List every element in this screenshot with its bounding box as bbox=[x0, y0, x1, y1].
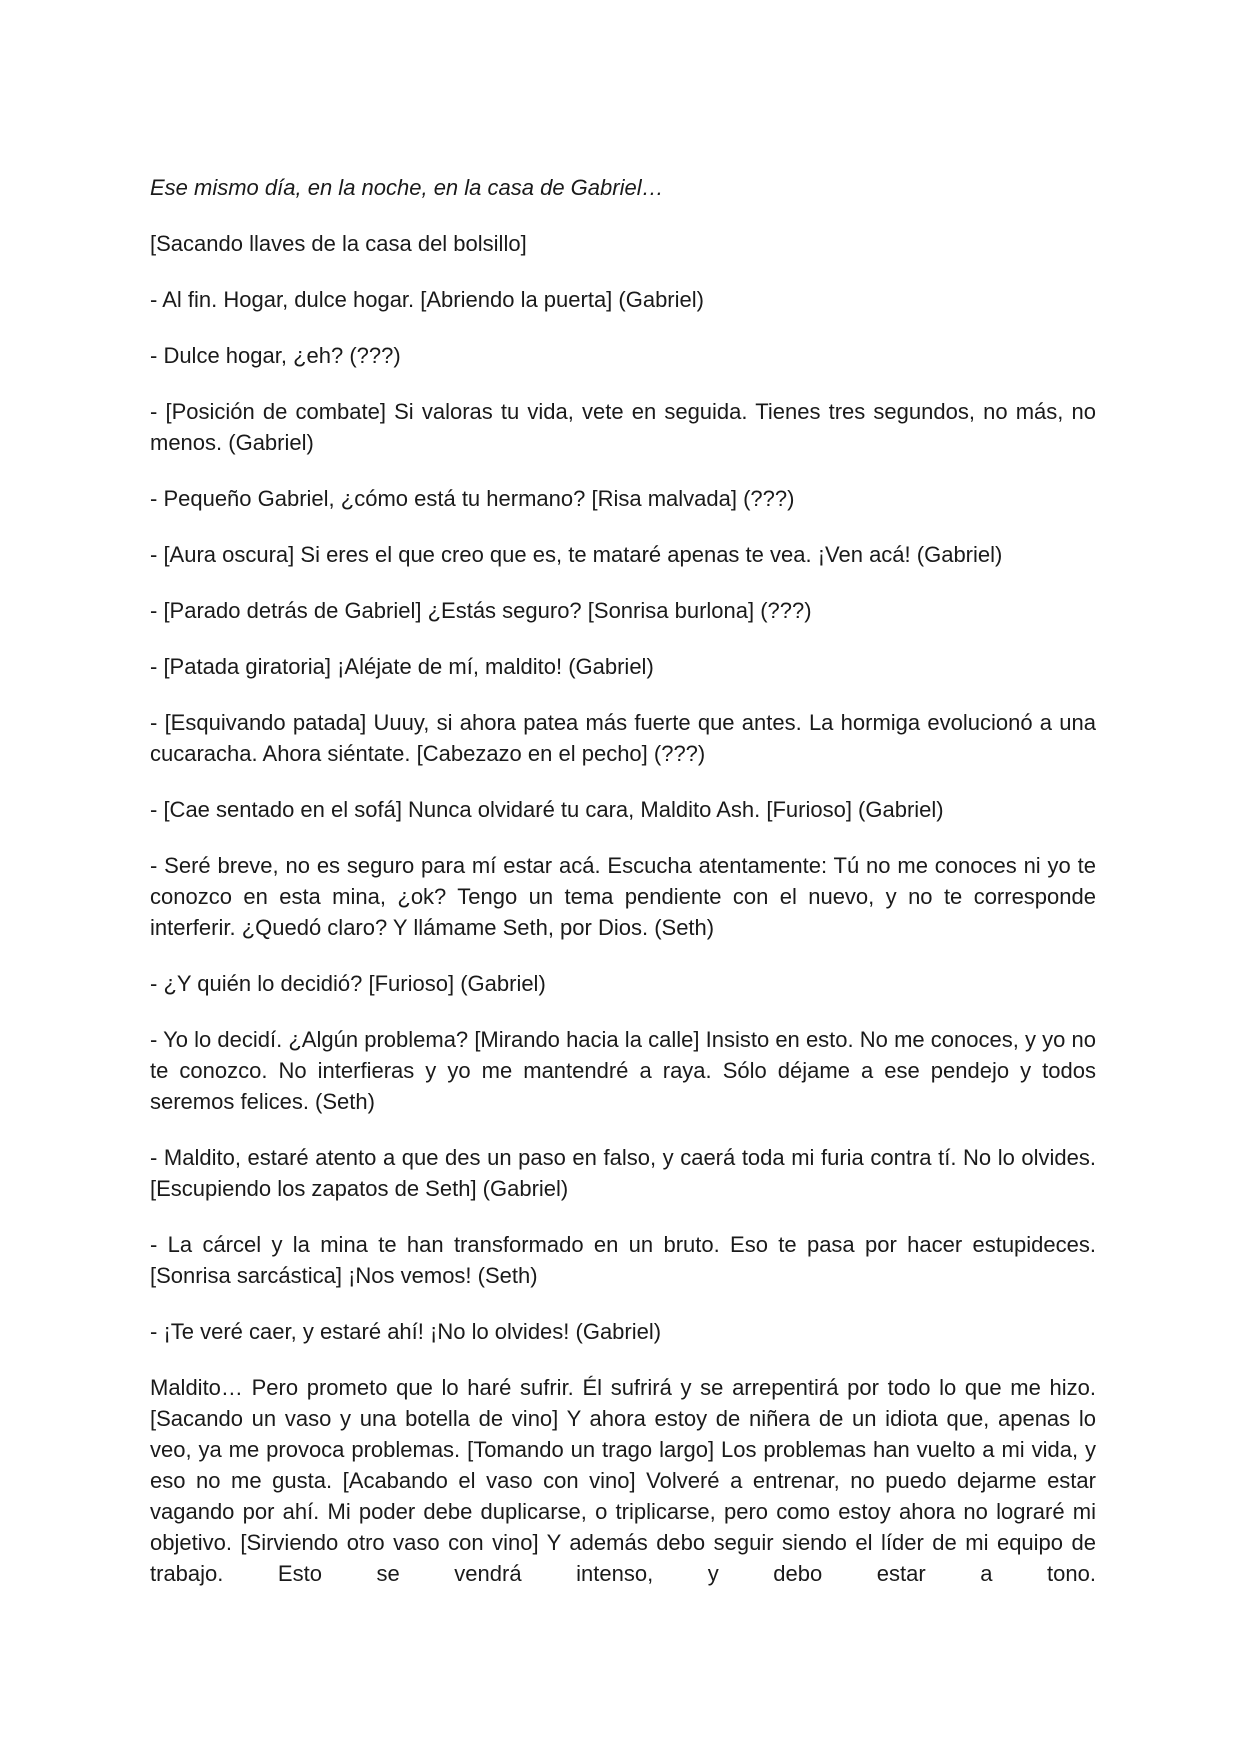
dialogue-line: - Al fin. Hogar, dulce hogar. [Abriendo la puerta] (Gabriel) bbox=[150, 287, 704, 312]
stage-direction: [Sacando llaves de la casa del bolsillo] bbox=[150, 231, 527, 256]
dialogue-line: - [Posición de combate] Si valoras tu vida, vete en seguida. Tienes tres segundos, no más, no menos. (Gabriel) bbox=[150, 399, 1096, 455]
dialogue-line: - ¿Y quién lo decidió? [Furioso] (Gabriel) bbox=[150, 971, 546, 996]
dialogue-line: - [Parado detrás de Gabriel] ¿Estás seguro? [Sonrisa burlona] (???) bbox=[150, 598, 812, 623]
dialogue-line: - Yo lo decidí. ¿Algún problema? [Mirando hacia la calle] Insisto en esto. No me conoces, y yo no te conozco. No interfieras y yo me mantendré a raya. Sólo déjame a ese pendejo y todos seremos felices. (Seth) bbox=[150, 1027, 1096, 1114]
dialogue-line: - [Patada giratoria] ¡Aléjate de mí, maldito! (Gabriel) bbox=[150, 654, 654, 679]
dialogue-line: - [Esquivando patada] Uuuy, si ahora patea más fuerte que antes. La hormiga evolucionó a una cucaracha. Ahora siéntate. [Cabezazo en el pecho] (???) bbox=[150, 710, 1096, 766]
dialogue-line: - Seré breve, no es seguro para mí estar acá. Escucha atentamente: Tú no me conoces ni yo te conozco en esta mina, ¿ok? Tengo un tema pendiente con el nuevo, y no te corresponde interferir. ¿Quedó claro? Y llámame Seth, por Dios. (Seth) bbox=[150, 853, 1096, 940]
dialogue-line: - Dulce hogar, ¿eh? (???) bbox=[150, 343, 401, 368]
dialogue-line: - [Aura oscura] Si eres el que creo que es, te mataré apenas te vea. ¡Ven acá! (Gabriel) bbox=[150, 542, 1003, 567]
dialogue-line: - Maldito, estaré atento a que des un paso en falso, y caerá toda mi furia contra tí. No lo olvides. [Escupiendo los zapatos de Seth] (Gabriel) bbox=[150, 1145, 1096, 1201]
dialogue-line: - Pequeño Gabriel, ¿cómo está tu hermano? [Risa malvada] (???) bbox=[150, 486, 795, 511]
dialogue-line: - ¡Te veré caer, y estaré ahí! ¡No lo olvides! (Gabriel) bbox=[150, 1319, 662, 1344]
document-page bbox=[150, 172, 1096, 1589]
dialogue-line: - [Cae sentado en el sofá] Nunca olvidaré tu cara, Maldito Ash. [Furioso] (Gabriel) bbox=[150, 797, 944, 822]
scene-heading: Ese mismo día, en la noche, en la casa de Gabriel… bbox=[150, 175, 664, 200]
narration-paragraph: Maldito… Pero prometo que lo haré sufrir. Él sufrirá y se arrepentirá por todo lo que me hizo. [Sacando un vaso y una botella de vino] Y ahora estoy de niñera de un idiota que, apenas lo veo, ya me provoca problemas. [Tomando un trago largo] Los problemas han vuelto a mi vida, y eso no me gusta. [Acabando el vaso con vino] Volveré a entrenar, no puedo dejarme estar vagando por ahí. Mi poder debe duplicarse, o triplicarse, pero como estoy ahora no lograré mi objetivo. [Sirviendo otro vaso con vino] Y además debo seguir siendo el líder de mi equipo de trabajo. Esto se vendrá intenso, y debo estar a tono. bbox=[150, 1375, 1096, 1586]
dialogue-line: - La cárcel y la mina te han transformado en un bruto. Eso te pasa por hacer estupideces. [Sonrisa sarcástica] ¡Nos vemos! (Seth) bbox=[150, 1232, 1096, 1288]
